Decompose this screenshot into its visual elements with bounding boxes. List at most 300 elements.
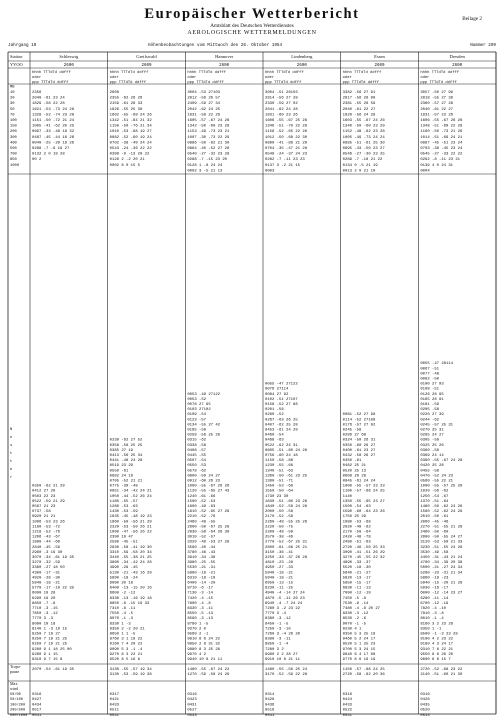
max-wind-value: 0317 [109,693,120,697]
significant-level-value: 7450 -5 -8 [342,596,367,601]
tropopause-value: 1270 -59 -58 24 29 [187,673,230,677]
station-row-label: Station [10,54,23,59]
significant-level-value: 1000 -55 -57 25 29 [420,484,463,489]
significant-level-value: 1360 -50 -61 23 25 [265,474,308,479]
significant-level-value: 4950 -27 -33 [265,566,294,571]
significant-level-value: 9250 7 19 21 25 [32,642,68,647]
max-wind-level-label: 50/00 [10,693,21,697]
standard-level-value: 0002 8 0 15 5 [109,163,141,168]
standard-level-value: 2814 -56 27 28 [265,96,298,101]
max-wind-value: 0520 [420,708,430,713]
standard-level-value: 0545 -27 -33 22 22 [420,152,463,157]
significant-level-value: 9940 10 8 21 11 [187,658,223,662]
significant-level-value: 7480 -4 -8 20 27 [342,607,381,611]
significant-level-value: 8650 1 1 -5 [109,632,136,637]
max-wind-value: 0516 [265,708,275,713]
max-wind-value: 0424 [342,698,353,703]
max-wind-level-label: 200/500 [10,708,26,713]
significant-level-value: 9460 5 2 24 17 [342,637,376,642]
significant-level-value: 0912 -60 26 23 [187,479,221,484]
significant-level-value: 1860 -50 -56 21 29 [109,520,152,525]
significant-level-value: 3150 -36 -41 [265,550,294,555]
significant-level-value: 8500 -1 -3 23 28 [420,632,458,637]
significant-level-value: 0845 -61 24 24 [342,479,376,484]
column-header: ppp TTTdTd ddfff [32,81,69,85]
significant-level-value: 4450 -31 -43 21 24 [420,556,463,560]
column-header: oder [32,76,42,80]
significant-level-value: 2270 -51 -55 21 28 [420,525,463,530]
significant-level-value: 8010 -1 -4 [420,617,444,622]
standard-level-value: 1005 -41 -62 20 25 [32,124,75,129]
significant-level-value: 3320 -48 -53 27 28 [187,540,230,545]
max-wind-value: 0435 [420,703,430,708]
significant-level-value: 0567 21 23 [32,505,56,509]
station-code: 2600 [374,64,385,68]
standard-level-value: 1829 -58 22 28 [32,102,65,107]
station-code: 2600 [452,64,463,68]
significant-level-value: 1590 -60 -64 23 26 [342,510,385,515]
significant-level-value: 9260 9 1 18 25 00 [32,647,72,652]
standard-level-value: 2040 -61 23 24 [32,96,65,101]
significant-level-value: 7550 -4 -5 [109,612,134,617]
station-name: Lindenberg [291,54,313,59]
significant-level-value: 0550 -61 [109,469,129,474]
column-header: ppp TTTdTd ddfff [109,81,147,85]
significant-level-value: 3120 -53 -59 21 33 [420,540,463,545]
significant-level-value: 5940 -18 -21 [265,576,294,581]
max-wind-value: 0522 [342,708,353,713]
significant-level-value: 8850 -1 -4 [265,642,289,647]
section-title: AEROLOGISCHE WETTERMELDUNGEN [187,30,317,36]
significant-level-value: 0756 -60 24 18 [265,454,298,458]
standard-level-value: 0695 -43 -50 23 27 [342,147,385,151]
significant-level-marker: s [10,444,13,448]
significant-level-value: 6700 -12 -19 [420,601,449,606]
significant-level-value: 1600 -49 -63 [187,505,216,509]
significant-level-value: 8850 -7 -8 [32,601,56,606]
standard-level-value: 2817 -56 28 90 [342,96,376,101]
significant-level-value: 9070 -1 -5 [342,622,367,627]
standard-level-value: 2812 -56 26 57 [187,96,221,101]
significant-level-value: 9310 9 7 15 8 [32,658,63,662]
max-wind-value: 0316 [342,693,353,697]
station-code: 2600 [219,64,230,68]
significant-level-value: 7090 -12 -19 [342,591,371,596]
observation-date: Höhenbeobachtungen vom Mittwoch den 26. Oktober 1954 [148,43,283,48]
significant-level-value: 2800 -50 -55 24 27 [420,535,463,540]
significant-level-value: 3440 -55 -38 21 25 [109,556,152,560]
significant-level-value: 9520 8 5 16 6 [109,658,141,662]
significant-level-value: 0077 -48 [420,372,440,377]
significant-level-value: 2580 -45 -51 [109,540,138,545]
significant-level-value: 9910 10 8 21 11 [265,658,301,662]
significant-level-value: 9840 6 4 17 08 [342,652,376,657]
significant-level-value: 1450 -53 -68 [265,484,294,489]
significant-level-value: 9350 5 3 25 18 [342,632,376,637]
standard-level-value: 0132 2 0 19 28 [32,152,65,157]
significant-level-value: 7820 -4 -10 [420,607,447,611]
significant-level-value: 0205 -58 [420,408,440,413]
standard-level-value: 0882 -52 -60 19 24 [109,135,152,140]
standard-level-value: 1152 -48 -62 23 28 [342,130,385,135]
standard-level-value: 2360 -57 27 28 [420,102,454,107]
standard-level-value: 0288 -7 -15 23 20 [187,158,228,163]
pressure-level-label: 700 [10,152,17,157]
significant-level-value: 6290 19 20 [32,596,56,601]
significant-level-value: 3270 -45 -55 22 32 [342,556,385,560]
standard-level-value: 1014 -51 -69 24 21 [420,135,463,140]
standard-level-value: 3382 -56 27 91 [342,91,376,95]
significant-level-value: 3860 -34 -42 24 28 [109,561,152,566]
significant-level-value: 0270 25 31 [420,428,444,433]
significant-level-value: 1000 -55 -67 26 26 [187,484,230,489]
standard-level-value: 0289 -7 -18 21 22 [342,158,383,163]
significant-level-value: 0109 -54 [187,413,207,418]
yyoo-row-label: YYOO [10,62,23,67]
significant-level-value: 8070 -1 -3 [109,617,134,622]
max-wind-value: 0436 [265,703,275,708]
standard-level-value: 1151 -50 -72 21 24 [32,119,75,123]
significant-level-value: 0450 -61 [342,459,362,464]
significant-level-value: 0737 -58 [32,510,51,515]
standard-level-value: 2381 -55 26 59 [342,102,376,107]
significant-level-value: 8380 -3 -12 [265,617,291,622]
standard-level-value: 0487 -45 -44 18 26 [32,135,75,140]
standard-level-value: 0704 -35 -47 21 28 [265,147,308,151]
significant-level-value: 1830 -51 -60 23 26 [265,499,308,504]
significant-level-value: 0360 -58 [420,448,440,453]
column-header: oder [109,76,119,80]
significant-level-value: 9810 8 6 24 22 [187,637,221,642]
significant-level-value: 2170 -52 -58 [265,515,294,520]
max-wind-value: 0316 [187,693,197,697]
max-wind-value: 0314 [265,693,275,697]
significant-level-value: 0258 -56 25 28 [187,433,221,438]
significant-level-value: 8380 -3 -11 [265,637,291,642]
significant-level-value: 0412 27 29 [32,489,56,494]
standard-level-value: 1158 -52 -65 22 26 [265,130,308,135]
tropopause-label: pause [10,669,20,674]
significant-level-value: 8330 1 -3 [109,622,131,627]
significant-level-value: 0201 -56 [265,408,284,413]
tropopause-label: Tropo- [10,664,21,669]
significant-level-value: 0158 -52 27 88 [265,403,298,407]
significant-level-value: 7280 3 2 [265,647,284,652]
standard-level-value: 1153 -49 -73 23 21 [187,130,230,135]
pressure-level-label: 150 [10,124,17,129]
significant-level-value: 1340 -51 -63 [265,469,294,474]
standard-level-value: 2355 -62 26 26 [109,96,143,101]
standard-level-value: 2040 -61 22 27 [342,107,376,112]
pressure-level-label: 10 [10,91,15,95]
tropopause-value: 1150 -57 -68 24 25 [342,668,385,672]
significant-level-value: 6090 20 18 [109,581,134,586]
significant-level-value: 2480 -51 -63 [342,540,371,545]
significant-level-value: 0114 -52 27108 [342,418,376,423]
significant-level-value: 7710 -3 -15 [32,607,58,611]
significant-level-value: 2720 -46 -50 25 33 [342,545,385,550]
column-header: hhhh TTTdTd ddfff [32,71,71,75]
significant-level-value: 4940 -4 -14 27 24 [265,591,305,596]
pressure-level-label: 1000 [10,163,20,168]
standard-level-value: 0139 4 0 24 31 [420,163,454,168]
standard-level-value: 1005 -49 -73 24 24 [342,135,385,140]
significant-level-value: 1150 -58 -68 [265,459,294,464]
significant-level-value: 5930 -16 -17 [420,586,449,591]
column-header: ppp TTTdTd ddfff [187,81,224,85]
significant-level-value: 1980 -44 -69 [32,540,61,545]
significant-level-value: 8780 1 -5 [187,622,209,627]
significant-level-value: 1000 -55 -57 23 23 [342,484,385,489]
significant-level-value: 0305 -58 [420,438,440,443]
station-name: Greifswald [136,54,157,59]
significant-level-value: 0560 -55 22 21 [420,479,454,484]
significant-level-value: 0441 -48 24 28 [109,459,143,464]
publisher-subtitle: Amtsblatt des Deutschen Wetterdienstes [210,23,294,29]
significant-level-marker: n [10,436,13,440]
standard-level-value: 0002 3 -5 21 13 [187,169,223,174]
max-wind-value: 0434 [32,703,42,708]
significant-level-value: 4990 -29 -45 [109,566,138,571]
standard-level-value: 0003 [265,169,275,174]
standard-level-value: 0664 -40 -52 27 28 [187,147,230,151]
significant-level-value: 5840 -18 -21 [32,581,61,586]
tropopause-value: 1480 -55 -67 24 22 [187,668,230,672]
significant-level-value: 4890 -33 -37 [342,561,371,566]
significant-level-value: 0053 -52 [187,397,207,402]
standard-level-value: 1348 -51 -69 22 28 [420,124,463,129]
column-header: ppp TTTdTd ddfff [265,81,302,85]
significant-level-value: 0413 -56 25 34 [109,454,143,458]
significant-level-value: 2220 -50 -75 [265,525,294,530]
significant-level-value: 1550 -50 -64 [265,489,294,494]
significant-level-value: 8710 -6 -17 [187,586,214,591]
pressure-level-label: 850 [10,158,17,163]
tropopause-value: 2720 -52 -68 23 22 [420,668,463,672]
standard-level-value: 1829 -56 24 28 [342,113,376,118]
significant-level-value: 6230 -11 -25 [265,586,294,591]
significant-level-value: 0445 -55 [187,454,207,458]
significant-level-value: 8450 -1 -5 [265,622,289,627]
standard-level-value: 0702 -38 -49 24 24 [109,141,152,146]
volume-label: Jahrgang 19 [8,43,37,48]
significant-level-value: 2260 -48 -55 25 26 [265,520,308,525]
column-header: oder [187,76,197,80]
tropopause-value: 3130 -53 -59 19 38 [109,673,152,677]
significant-level-value: 0432 -58 26 27 [342,454,376,458]
significant-level-value: 0682 24 18 [109,474,134,479]
significant-level-value: 0260 -52 [265,413,284,418]
standard-level-value: 0288 -7 -9 19 27 [32,147,70,151]
station-code: 2600 [63,64,74,68]
significant-level-value: 9180 4 3 24 17 [420,642,454,647]
station-name: Schleswig [59,54,79,59]
significant-level-value: 3090 -41 -51 26 29 [342,550,385,555]
significant-level-value: 0076 27114 [265,387,289,392]
significant-level-value: 6090 19 28 [32,591,56,596]
significant-level-value: 0067 -51 [420,367,440,372]
significant-level-value: 0123 -57 [187,418,207,423]
significant-level-value: 9520 5 1 25 23 [342,642,376,647]
significant-level-value: 6400 -13 -15 20 16 [109,586,152,591]
significant-level-value: 7770 3 -4 [265,612,287,617]
significant-level-value: 0520 25 13 [342,469,367,474]
significant-level-value: 9090 5 3 -1 -4 [109,647,143,652]
significant-level-value: 9310 7 6 22 21 [420,647,454,652]
max-wind-value: 0527 [187,708,197,713]
pressure-level-label: 50 [10,107,15,112]
significant-level-value: 2770 -52 -67 25 31 [265,540,308,545]
significant-level-value: 0055 -47 27122 [265,382,298,387]
significant-level-value: 0245 -57 25 31 [420,423,454,428]
significant-level-value: 3250 -33 -37 26 28 [265,556,308,560]
significant-level-value: 9770 8 6 19 19 [342,658,376,662]
significant-level-value: 0244 -62 [420,418,440,423]
column-header: ppp TTTdTd ddfff [342,81,380,85]
max-wind-value: 0427 [32,698,42,703]
significant-level-value: 4870 -5 -11 26 23 [265,596,305,601]
significant-level-value: 1980 -53 -68 [342,520,371,525]
standard-level-value: 2330 -59 27 02 [265,102,298,107]
standard-level-value: 3004 -51 26103 [265,91,298,95]
pressure-level-label: 70 [10,113,15,118]
significant-level-value: 2600 -50 -67 25 28 [187,525,230,530]
column-header: oder [342,76,352,80]
significant-level-value: 2460 -48 -55 [187,520,216,525]
max-wind-value: 0316 [420,693,430,697]
standard-level-value: 1605 -57 -67 24 26 [187,119,230,123]
tropopause-value: 2140 -51 -60 21 30 [420,673,463,677]
standard-level-value: 2041 -62 24 28 [265,107,298,112]
max-wind-value: 0543 [420,713,430,718]
column-header: hhhh TTTdTd ddfff [109,71,149,75]
standard-level-value: 1346 -51 -70 22 28 [265,124,308,129]
significant-level-value: 1140 [342,494,353,499]
significant-level-value: 2420 -48 -78 [342,535,371,540]
significant-level-value: 6290 -11 -14 [420,596,449,601]
significant-level-value: 0286 27 68 [342,433,367,438]
significant-level-value: 3230 -51 -55 24 28 [420,545,463,550]
significant-level-value: 0185 -58 [187,428,207,433]
significant-level-value: 0084 27 92 [265,392,289,397]
significant-level-value: 8760 3 1 18 22 [109,637,143,642]
significant-level-value: 8140 1 -3 19 15 [32,627,68,632]
significant-level-value: 1240 -61 -66 [187,494,216,499]
significant-level-value: 7850 -3 -12 [32,612,58,617]
standard-level-value: 1606 -55 -67 26 26 [420,119,463,123]
max-wind-value: 0433 [109,703,120,708]
significant-level-value: 3590 -40 -44 [187,545,216,550]
significant-level-value: 5000 -21 -27 24 34 [420,566,463,571]
max-wind-value: 0541 [265,713,275,718]
standard-level-value: 1160 -50 -73 21 26 [420,130,463,135]
significant-level-value: 0181 -59 [420,403,440,407]
significant-level-value: 5940 -15 -20 21 28 [420,581,463,586]
column-header: hhhh TTTdTd ddfff [187,71,227,75]
significant-level-value: 6600 -2 -12 [109,591,136,596]
standard-level-value: 0697 -33 -48 18 32 [32,130,75,135]
significant-level-value: 1120 -55 -65 27 43 [187,489,230,494]
significant-level-value: 6310 -18 -19 [187,576,216,581]
max-wind-value: 0316 [32,693,42,697]
significant-level-value: 0522 -62 24 31 [265,443,298,448]
max-wind-value: 0423 [187,698,197,703]
significant-level-value: 6940 -4 -7 24 24 [265,601,303,606]
significant-level-value: 0460 -54 [265,433,284,438]
significant-level-value: 9160 7 4 20 22 [109,642,143,647]
column-header: hhhh TTTdTd ddfff [342,71,382,75]
tropopause-value: 3130 -55 -57 19 34 [109,668,152,672]
significant-level-marker: t [10,460,13,464]
significant-level-value: 9600 8 6 15 7 [420,658,451,662]
standard-level-value: 0134 0 -5 21 19 [342,163,378,168]
significant-level-value: 1180 -55 -57 [109,499,138,504]
significant-level-value: 9100 4 2 23 22 [420,637,454,642]
standard-level-value: 0398 -9 -13 20 22 [109,152,150,157]
significant-level-value: 5130 -21 -43 16 29 [109,571,152,576]
standard-level-value: 0546 -27 -30 23 25 [342,152,385,157]
significant-level-value: 2800 -61 -66 25 21 [265,545,308,550]
significant-level-value: 5280 -23 -31 21 34 [420,571,463,576]
significant-level-value: 1560 -52 -62 24 29 [420,510,463,515]
significant-level-value: 7810 -3 -8 [420,612,444,617]
standard-level-value: 1340 -50 -60 23 29 [342,124,385,129]
significant-level-value: 9880 8 3 25 26 [187,647,221,652]
mb-label: MB [10,85,15,90]
max-wind-level-label: 100/200 [10,703,26,708]
standard-level-value: 1829 -55 25 30 [109,107,143,112]
significant-level-value: 8330 -3 -12 [342,612,369,617]
significant-level-value: 1990 -47 -56 26 22 [109,530,152,535]
significant-level-value: 2010 -50 -61 [420,515,449,520]
max-wind-value: 0541 [342,713,353,718]
pressure-level-label: 400 [10,141,17,146]
max-wind-value: 0426 [420,698,430,703]
significant-level-value: 0775 -39 -48 [109,484,138,489]
standard-level-value: 2040 -61 22 27 [420,107,454,112]
max-wind-value: 0511 [109,708,120,713]
standard-level-value: 0282 -7 -11 23 23 [265,158,305,163]
significant-level-value: 8350 1 -1 [420,627,442,632]
significant-level-value: 0108 -51 [420,387,440,392]
significant-level-value: 0400 -61 23 27 [342,448,376,453]
significant-level-value: 9970 4 2 [187,652,207,657]
significant-level-value: 0470 -52 24 23 [420,474,454,479]
max-wind-value: 0426 [265,698,275,703]
significant-level-value: 0503 22 23 [32,494,56,499]
standard-level-value: 3057 -50 27 99 [420,91,454,95]
significant-level-value: 0455 -58 [420,469,440,474]
standard-level-value: 0548 -24 -37 24 23 [265,152,308,157]
significant-level-value: 9280 9 1 15 [32,652,58,657]
standard-level-value: 0890 -41 -86 21 29 [265,141,308,146]
standard-level-value: 0040 -25 -29 18 26 [32,141,75,146]
significant-level-value: 2930 -58 -41 19 30 [109,545,152,550]
significant-level-value: 0315 -62 [187,438,207,443]
significant-level-value: 2210 -52 -76 [187,515,216,520]
significant-level-value: 8590 -3 -13 [187,617,214,622]
significant-level-marker: t [10,452,13,456]
standard-level-value: 1010 -53 -68 19 27 [109,130,152,135]
significant-level-value: 0408 -57 [187,448,207,453]
significant-level-value: 2460 -50 -60 [420,530,449,535]
max-wind-value: 0431 [187,703,197,708]
pressure-level-label: 300 [10,135,17,140]
tropopause-value: 2720 -58 -62 20 36 [342,673,385,677]
significant-level-value: 5890 -18 -24 [109,576,138,581]
standard-level-value: 00 2 [32,158,42,163]
standard-level-value: 1007 -30 -73 22 29 [187,135,230,140]
